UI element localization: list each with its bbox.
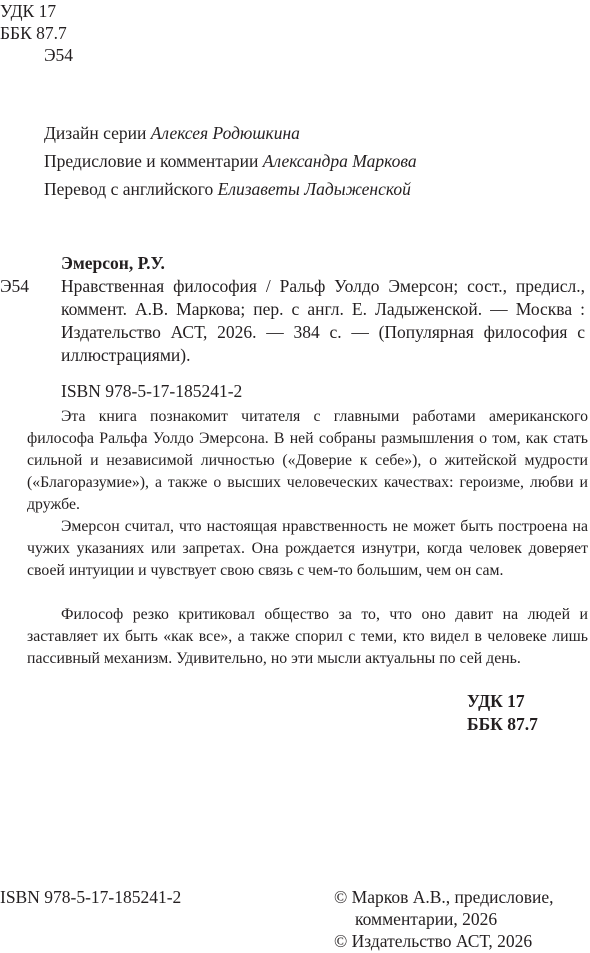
copyright-line: © Издательство АСТ, 2026 bbox=[334, 931, 533, 951]
credit-series-design bbox=[44, 122, 300, 144]
copyright-line: комментарии, 2026 bbox=[355, 909, 498, 929]
catalog-description: Нравственная философия / Ральф Уолдо Эмерсон; сост., предисл., коммент. А.В. Маркова; пер. с англ. Е. Ладыженской. — Москва : Издательство АСТ, 2026. — 384 с. — (Популярная философия с иллюстрациями). bbox=[61, 276, 585, 365]
credit-person: Елизаветы Ладыженской bbox=[217, 179, 411, 199]
footer-isbn: ISBN 978-5-17-185241-2 bbox=[0, 887, 182, 907]
credit-person: Алексея Родюшкина bbox=[150, 123, 300, 143]
annotation-paragraph: Философ резко критиковал общество за то, что оно давит на людей и заставляет их быть «как все», а также спорил с теми, кто видел в человеке лишь пассивный механизм. Удивительно, но эти мысли актуальны по сей день. bbox=[27, 606, 588, 667]
credit-preface-comments bbox=[44, 150, 417, 172]
bbk-code-top: ББК 87.7 bbox=[0, 23, 67, 43]
credit-role: Дизайн серии bbox=[44, 123, 147, 143]
catalog-author-heading: Эмерсон, Р.У. bbox=[61, 253, 165, 273]
catalog-isbn: ISBN 978-5-17-185241-2 bbox=[61, 381, 243, 401]
author-mark-top: Э54 bbox=[44, 45, 74, 65]
credit-translation bbox=[44, 178, 411, 200]
catalog-author-mark: Э54 bbox=[0, 276, 30, 296]
credit-role: Перевод с английского bbox=[44, 179, 214, 199]
annotation-paragraph: Эта книга познакомит читателя с главными работами американского философа Ральфа Уолдо Эмерсона. В ней собраны размышления о том, как стать сильной и независимой личностью («Доверие к себе»), о житейской мудрости («Благоразумие»), а также о высших человеческих качествах: героизме, любви и дружбе. bbox=[27, 408, 588, 513]
credit-role: Предисловие и комментарии bbox=[44, 151, 259, 171]
copyright-line: © Марков А.В., предисловие, bbox=[334, 887, 554, 907]
udk-code-bottom: УДК 17 bbox=[467, 691, 525, 711]
annotation-paragraph: Эмерсон считал, что настоящая нравственность не может быть построена на чужих указаниях или запретах. Она рождается изнутри, когда человек доверяет своей интуиции и чувствует свою связь с чем-то большим, чем он сам. bbox=[27, 518, 588, 579]
credit-person: Александра Маркова bbox=[262, 151, 417, 171]
udk-code-top: УДК 17 bbox=[0, 1, 57, 21]
bbk-code-bottom: ББК 87.7 bbox=[467, 714, 538, 734]
